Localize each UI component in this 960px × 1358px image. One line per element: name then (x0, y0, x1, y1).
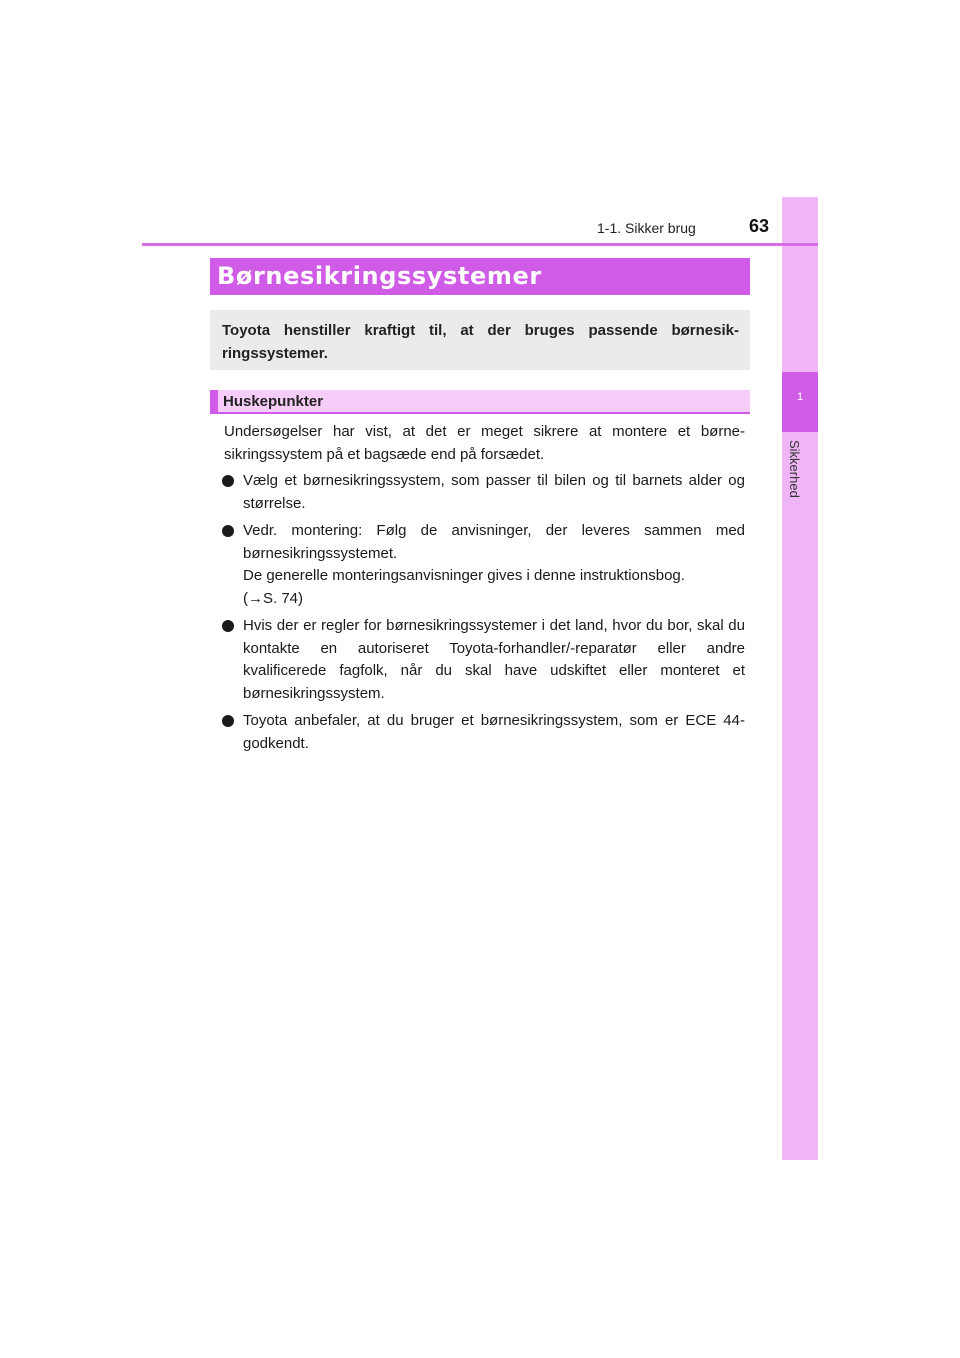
subheading: Huskepunkter (210, 390, 750, 414)
list-item (222, 470, 745, 515)
list-item (222, 710, 745, 755)
bullet-text: Toyota anbefaler, at du bruger et børnesikringssystem, som er ECE 44-godkendt. (243, 712, 745, 752)
header-section-title: 1-1. Sikker brug (597, 220, 696, 236)
bullet-dot-icon (222, 475, 234, 487)
title-bar (210, 258, 750, 295)
bullet-dot-icon (222, 525, 234, 537)
bullet-extra-text: De generelle monteringsanvisninger gives i denne instruktionsbog. (243, 567, 685, 584)
side-tab (782, 197, 818, 1160)
bullet-list (222, 470, 745, 760)
header-rule (142, 243, 818, 246)
header-page-number: 63 (749, 216, 770, 236)
bullet-dot-icon (222, 715, 234, 727)
intro-box: Toyota henstiller kraftigt til, at der bruges passende børnesik-ringssystemer. (210, 310, 750, 370)
bullet-text: Vælg et børnesikringssystem, som passer til bilen og til barnets alder og størrelse. (243, 472, 745, 512)
body-paragraph: Undersøgelser har vist, at det er meget sikrere at montere et børne-sikringssystem på et bagsæde end på forsædet. (224, 423, 745, 463)
page-reference: (→S. 74) (243, 589, 304, 607)
side-chapter-number: 1 (796, 391, 804, 403)
bullet-text: Vedr. montering: Følg de anvisninger, der leveres sammen med børnesikringssystemet. (243, 522, 745, 562)
list-item (222, 615, 745, 705)
page-title: Børnesikringssystemer (217, 262, 542, 290)
bullet-dot-icon (222, 620, 234, 632)
bullet-text: Hvis der er regler for børnesikringssystemer i det land, hvor du bor, skal du kontakte en autoriseret Toyota-forhandler/-reparatør eller andre kvalificerede fagfolk, når du skal have udskiftet eller monteret et børnesikringssystem. (243, 617, 745, 702)
side-chapter-label: Sikkerhed (787, 440, 802, 498)
list-item (222, 520, 745, 610)
